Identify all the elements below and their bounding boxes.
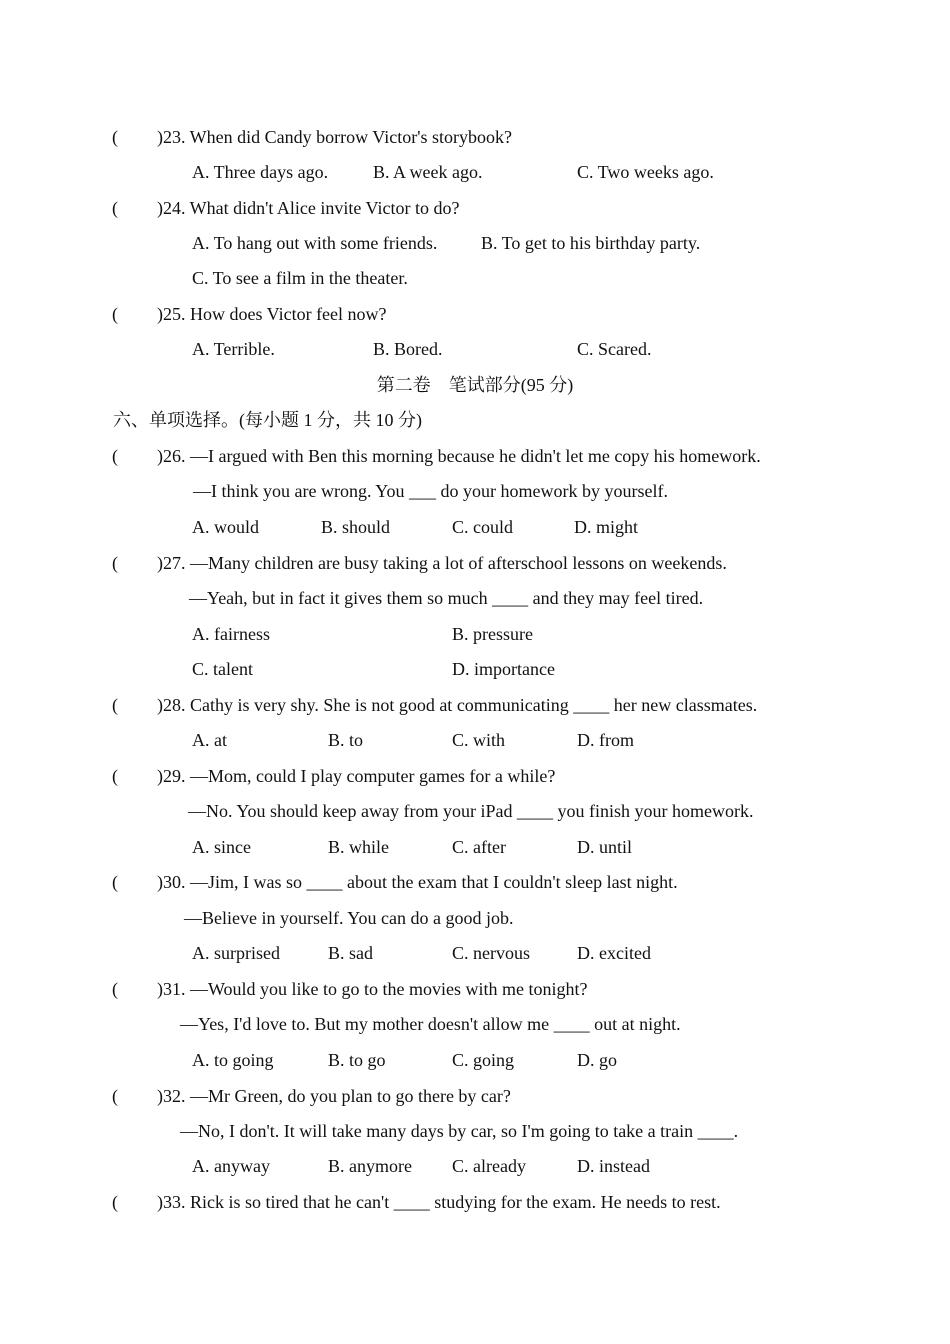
question-25-stem: )25. How does Victor feel now? <box>157 304 387 324</box>
q29-option-a: A. since <box>192 837 251 857</box>
q28-option-d: D. from <box>577 730 634 750</box>
q26-option-c: C. could <box>452 517 513 537</box>
answer-paren: ( <box>112 1192 118 1212</box>
q32-option-a: A. anyway <box>192 1156 270 1176</box>
q25-option-b: B. Bored. <box>373 339 443 359</box>
question-32-stem: )32. —Mr Green, do you plan to go there by car? <box>157 1086 511 1106</box>
q31-option-a: A. to going <box>192 1050 274 1070</box>
q29-option-c: C. after <box>452 837 506 857</box>
q25-option-a: A. Terrible. <box>192 339 275 359</box>
answer-paren: ( <box>112 198 118 218</box>
q29-reply: —No. You should keep away from your iPad ____ you finish your homework. <box>188 801 754 821</box>
q24-option-a: A. To hang out with some friends. <box>192 233 438 253</box>
question-24-stem: )24. What didn't Alice invite Victor to do? <box>157 198 460 218</box>
q27-reply: —Yeah, but in fact it gives them so much ____ and they may feel tired. <box>189 588 704 608</box>
question-29-stem: )29. —Mom, could I play computer games for a while? <box>157 766 556 786</box>
q24-option-b: B. To get to his birthday party. <box>481 233 701 253</box>
q27-option-c: C. talent <box>192 659 253 679</box>
part-heading: 六、单项选择。(每小题 1 分，共 10 分) <box>113 410 422 430</box>
question-23-stem: )23. When did Candy borrow Victor's storybook? <box>157 127 512 147</box>
question-30-stem: )30. —Jim, I was so ____ about the exam that I couldn't sleep last night. <box>157 872 678 892</box>
q29-option-d: D. until <box>577 837 633 857</box>
answer-paren: ( <box>112 446 118 466</box>
q31-option-c: C. going <box>452 1050 515 1070</box>
q26-option-a: A. would <box>192 517 259 537</box>
q27-option-b: B. pressure <box>452 624 533 644</box>
q32-option-d: D. instead <box>577 1156 650 1176</box>
q26-option-d: D. might <box>574 517 639 537</box>
q23-option-a: A. Three days ago. <box>192 162 329 182</box>
q30-option-c: C. nervous <box>452 943 530 963</box>
answer-paren: ( <box>112 127 118 147</box>
question-26-stem: )26. —I argued with Ben this morning because he didn't let me copy his homework. <box>157 446 761 466</box>
section-title: 第二卷 笔试部分(95 分) <box>376 375 574 395</box>
q30-option-d: D. excited <box>577 943 651 963</box>
q31-option-d: D. go <box>577 1050 617 1070</box>
answer-paren: ( <box>112 979 118 999</box>
question-31-stem: )31. —Would you like to go to the movies with me tonight? <box>157 979 588 999</box>
q26-reply: —I think you are wrong. You ___ do your homework by yourself. <box>193 481 668 501</box>
q28-option-a: A. at <box>192 730 227 750</box>
q24-option-c: C. To see a film in the theater. <box>192 268 408 288</box>
answer-paren: ( <box>112 1086 118 1106</box>
question-28-stem: )28. Cathy is very shy. She is not good at communicating ____ her new classmates. <box>157 695 758 715</box>
answer-paren: ( <box>112 766 118 786</box>
answer-paren: ( <box>112 872 118 892</box>
question-33-stem: )33. Rick is so tired that he can't ____ studying for the exam. He needs to rest. <box>157 1192 721 1212</box>
q30-option-a: A. surprised <box>192 943 280 963</box>
q25-option-c: C. Scared. <box>577 339 652 359</box>
q23-option-c: C. Two weeks ago. <box>577 162 714 182</box>
answer-paren: ( <box>112 553 118 573</box>
q27-option-a: A. fairness <box>192 624 270 644</box>
q29-option-b: B. while <box>328 837 389 857</box>
q28-option-b: B. to <box>328 730 364 750</box>
q32-option-c: C. already <box>452 1156 526 1176</box>
answer-paren: ( <box>112 304 118 324</box>
q32-reply: —No, I don't. It will take many days by car, so I'm going to take a train ____. <box>180 1121 739 1141</box>
q30-option-b: B. sad <box>328 943 373 963</box>
question-27-stem: )27. —Many children are busy taking a lot of afterschool lessons on weekends. <box>157 553 727 573</box>
q28-option-c: C. with <box>452 730 506 750</box>
q26-option-b: B. should <box>321 517 391 537</box>
q30-reply: —Believe in yourself. You can do a good job. <box>184 908 514 928</box>
answer-paren: ( <box>112 695 118 715</box>
q23-option-b: B. A week ago. <box>373 162 483 182</box>
q32-option-b: B. anymore <box>328 1156 412 1176</box>
q31-option-b: B. to go <box>328 1050 386 1070</box>
q31-reply: —Yes, I'd love to. But my mother doesn't allow me ____ out at night. <box>180 1014 681 1034</box>
q27-option-d: D. importance <box>452 659 555 679</box>
